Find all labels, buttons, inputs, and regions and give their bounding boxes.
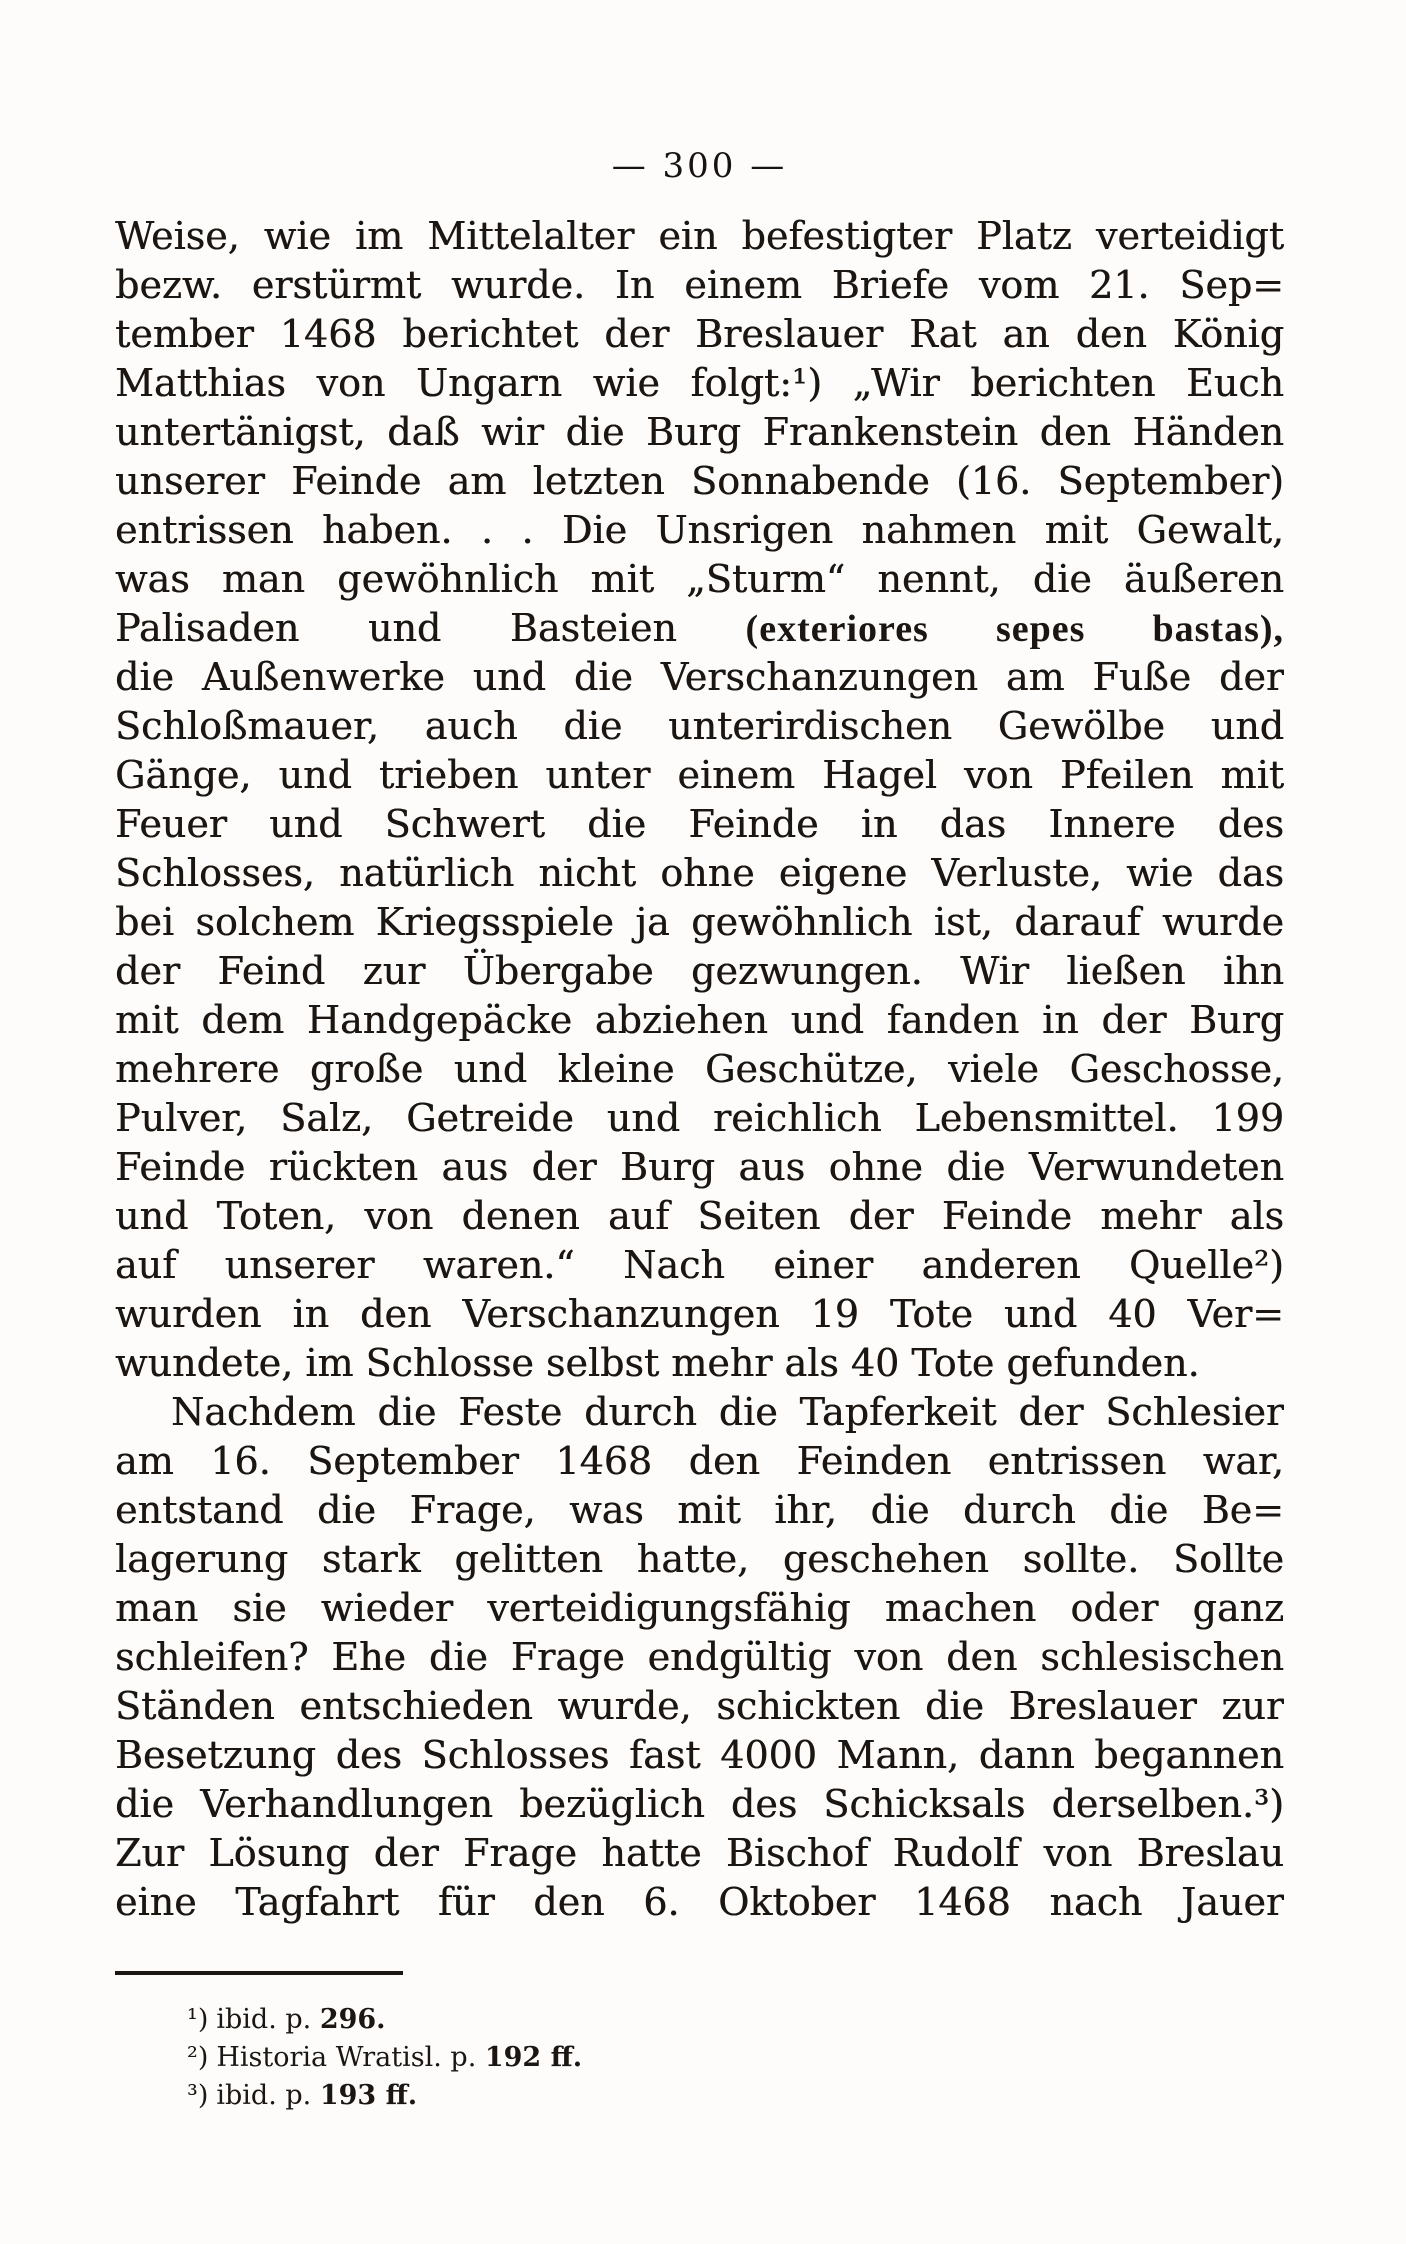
text-line: eine Tagfahrt für den 6. Oktober 1468 nach Jauer (115, 1880, 1284, 1924)
footnote (187, 2077, 1284, 2115)
latin-phrase: (exteriores sepes bastas), (745, 608, 1284, 650)
text-line: entrissen haben. . . Die Unsrigen nahmen mit Gewalt, (115, 508, 1284, 552)
text-line: entstand die Frage, was mit ihr, die durch die Be= (115, 1488, 1284, 1532)
text-line: unserer Feinde am letzten Sonnabende (16. September) (115, 459, 1284, 503)
text-line: Schlosses, natürlich nicht ohne eigene Verluste, wie das (115, 851, 1284, 895)
text-line: Pulver, Salz, Getreide und reichlich Lebensmittel. 199 (115, 1096, 1284, 1140)
text-line: und Toten, von denen auf Seiten der Feinde mehr als (115, 1194, 1284, 1238)
text-line: Besetzung des Schlosses fast 4000 Mann, dann begannen (115, 1733, 1284, 1777)
footnote-text: Historia Wratisl. p. (216, 2042, 485, 2073)
footnote-page-ref: 192 ff. (484, 2042, 583, 2073)
text-line: Weise, wie im Mittelalter ein befestigter Platz verteidigt (115, 214, 1284, 258)
text-line: Gänge, und trieben unter einem Hagel von Pfeilen mit (115, 753, 1284, 797)
text-line: Feinde rückten aus der Burg aus ohne die Verwundeten (115, 1145, 1284, 1189)
text-line: die Außenwerke und die Verschanzungen am Fuße der (115, 655, 1284, 699)
text-line: die Verhandlungen bezüglich des Schicksals derselben.³) (115, 1782, 1284, 1826)
text-line: auf unserer waren.“ Nach einer anderen Quelle²) (115, 1243, 1284, 1287)
text-line: bei solchem Kriegsspiele ja gewöhnlich ist, darauf wurde (115, 900, 1284, 944)
text-line-with-latin (115, 604, 1284, 653)
text-line: wurden in den Verschanzungen 19 Tote und 40 Ver= (115, 1292, 1284, 1336)
footnote-marker: ³) (187, 2080, 209, 2111)
text-line: Ständen entschieden wurde, schickten die Breslauer zur (115, 1684, 1284, 1728)
text-line: Matthias von Ungarn wie folgt:¹) „Wir berichten Euch (115, 361, 1284, 405)
text-line: am 16. September 1468 den Feinden entrissen war, (115, 1439, 1284, 1483)
footnote-marker: ²) (187, 2042, 209, 2073)
text-line: mit dem Handgepäcke abziehen und fanden in der Burg (115, 998, 1284, 1042)
page-number: — 300 — (611, 146, 788, 186)
text-line: schleifen? Ehe die Frage endgültig von den schlesischen (115, 1635, 1284, 1679)
text-line: tember 1468 berichtet der Breslauer Rat an den König (115, 312, 1284, 356)
footnote-page-ref: 296. (319, 2004, 386, 2035)
text-line: mehrere große und kleine Geschütze, viele Geschosse, (115, 1047, 1284, 1091)
text-line: wundete, im Schlosse selbst mehr als 40 Tote gefunden. (115, 1341, 1200, 1385)
text-line: Zur Lösung der Frage hatte Bischof Rudolf von Breslau (115, 1831, 1284, 1875)
main-text (115, 212, 1284, 1927)
footnotes (115, 2001, 1284, 2115)
footnote-text: ibid. p. (216, 2080, 320, 2111)
text-line-paragraph-start: Nachdem die Feste durch die Tapferkeit der Schlesier (171, 1390, 1284, 1434)
text-line: man sie wieder verteidigungsfähig machen oder ganz (115, 1586, 1284, 1630)
text-line: was man gewöhnlich mit „Sturm“ nennt, die äußeren (115, 557, 1284, 601)
footnote-marker: ¹) (187, 2004, 209, 2035)
footnote (187, 2039, 1284, 2077)
text-line: bezw. erstürmt wurde. In einem Briefe vom 21. Sep= (115, 263, 1284, 307)
footnote (187, 2001, 1284, 2039)
footnote-text: ibid. p. (216, 2004, 320, 2035)
text-segment: Palisaden und Basteien (115, 606, 746, 650)
text-line: lagerung stark gelitten hatte, geschehen sollte. Sollte (115, 1537, 1284, 1581)
text-line: Schloßmauer, auch die unterirdischen Gewölbe und (115, 704, 1284, 748)
footnote-page-ref: 193 ff. (319, 2080, 418, 2111)
text-line: untertänigst, daß wir die Burg Frankenstein den Händen (115, 410, 1284, 454)
text-line: Feuer und Schwert die Feinde in das Innere des (115, 802, 1284, 846)
text-line: der Feind zur Übergabe gezwungen. Wir ließen ihn (115, 949, 1284, 993)
footnote-divider (115, 1971, 403, 1975)
